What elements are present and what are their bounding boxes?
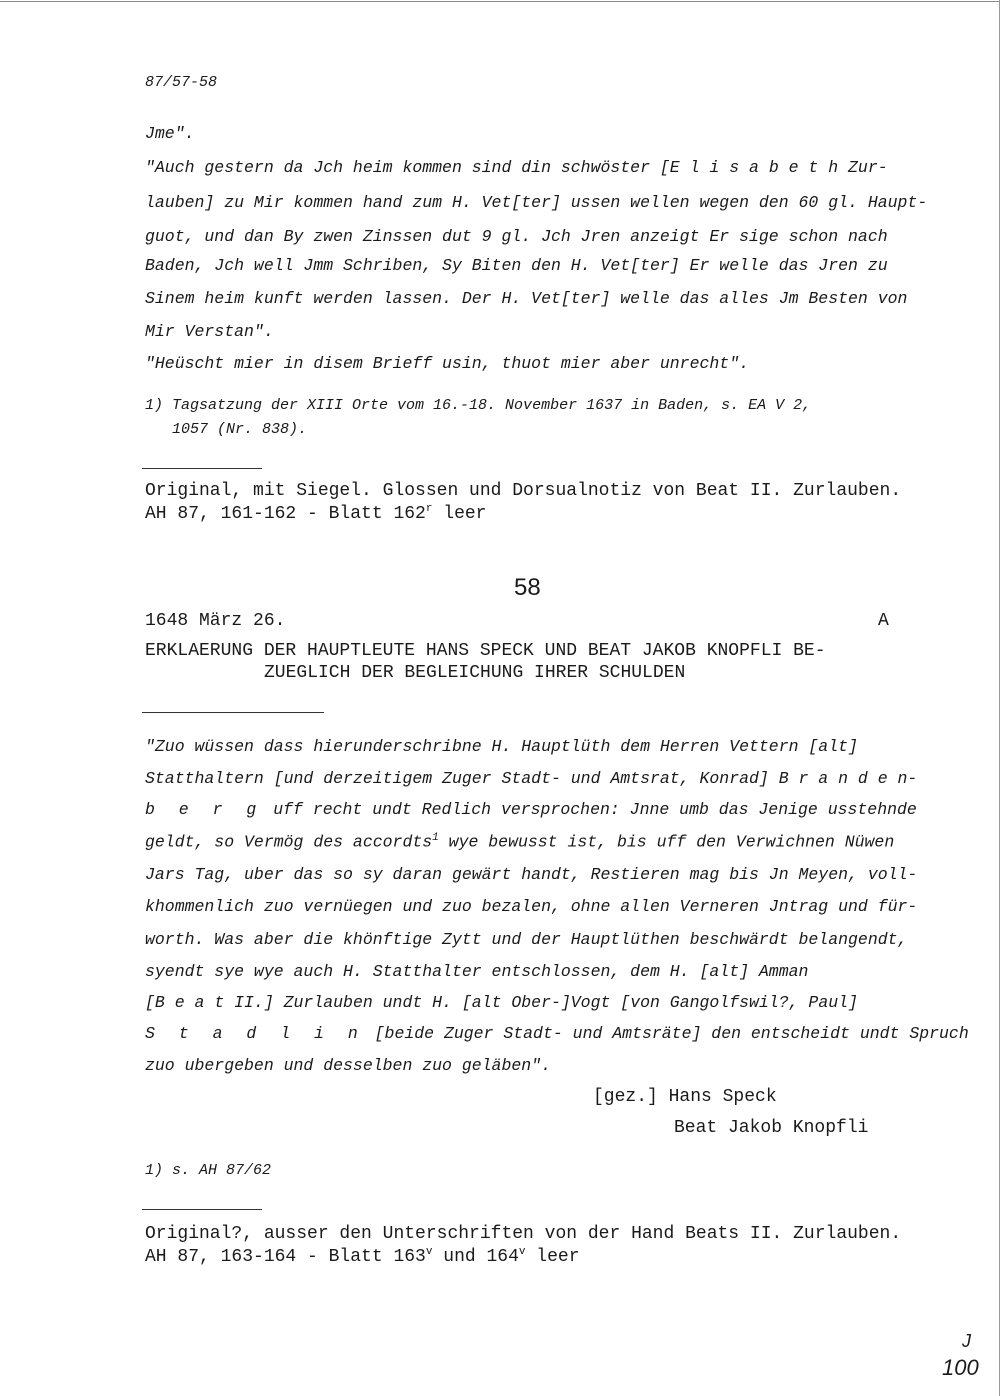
document-letter: A bbox=[878, 611, 889, 631]
prev-line-4: guot, und dan By zwen Zinssen dut 9 gl. Jch Jren anzeigt Er sige schon nach bbox=[145, 227, 888, 246]
archive-note-2: AH 87, 163-164 - Blatt 163$^v$ und 164$^v$ leer bbox=[145, 1246, 580, 1267]
separator-rule bbox=[142, 712, 324, 713]
prev-line-5: Baden, Jch well Jmm Schriben, Sy Biten den H. Vet[ter] Er welle das Jren zu bbox=[145, 256, 888, 275]
document-number: 58 bbox=[514, 574, 541, 601]
prev-line-7: Mir Verstan". bbox=[145, 322, 274, 341]
prev-line-1: Jme". bbox=[145, 124, 195, 143]
page-number: 100 bbox=[942, 1355, 979, 1380]
text-line-9: [B e a t II.] Zurlauben undt H. [alt Ober-]Vogt [von Gangolfswil?, Paul] bbox=[145, 993, 858, 1012]
prev-line-3: lauben] zu Mir kommen hand zum H. Vet[ter] ussen wellen wegen den 60 gl. Haupt- bbox=[145, 193, 928, 212]
text-line-5: Jars Tag, uber das so sy daran gewärt handt, Restieren mag bis Jn Meyen, voll- bbox=[145, 865, 918, 884]
page-edge-top bbox=[0, 1, 1000, 2]
text-line-1: "Zuo wüssen dass hierunderschribne H. Hauptlüth dem Herren Vettern [alt] bbox=[145, 737, 858, 756]
document-title-line-1: ERKLAERUNG DER HAUPTLEUTE HANS SPECK UND BEAT JAKOB KNOPFLI BE- bbox=[145, 641, 826, 661]
signature-2: Beat Jakob Knopfli bbox=[674, 1118, 869, 1138]
document-date: 1648 März 26. bbox=[145, 611, 286, 631]
text-line-2: Statthaltern [und derzeitigem Zuger Stadt- und Amtsrat, Konrad] B r a n d e n- bbox=[145, 769, 918, 788]
document-title-line-2: ZUEGLICH DER BEGLEICHUNG IHRER SCHULDEN bbox=[264, 663, 686, 683]
signature-1: [gez.] Hans Speck bbox=[593, 1087, 777, 1107]
separator-rule bbox=[142, 1209, 262, 1210]
text-line-7: worth. Was aber die khönftige Zytt und der Hauptlüthen beschwärdt belangendt, bbox=[145, 930, 908, 949]
prev-line-2: "Auch gestern da Jch heim kommen sind din schwöster [E l i s a b e t h Zur- bbox=[145, 158, 888, 177]
text-line-10: S t a d l i n [beide Zuger Stadt- und Amtsräte] den entscheidt undt Spruch bbox=[145, 1024, 969, 1043]
separator-rule bbox=[142, 468, 262, 469]
source-note-2: Original?, ausser den Unterschriften von der Hand Beats II. Zurlauben. bbox=[145, 1224, 902, 1244]
footnote-1-line-2: 1057 (Nr. 838). bbox=[172, 421, 308, 438]
prev-line-8: "Heüscht mier in disem Brieff usin, thuot mier aber unrecht". bbox=[145, 354, 749, 373]
page-number-mark: J bbox=[962, 1331, 971, 1351]
text-line-4: geldt, so Vermög des accordts$^1$ wye bewusst ist, bis uff den Verwichnen Nüwen bbox=[145, 832, 895, 852]
text-line-6: khommenlich zuo vernüegen und zuo bezalen, ohne allen Verneren Jntrag und für- bbox=[145, 897, 918, 916]
prev-line-6: Sinem heim kunft werden lassen. Der H. Vet[ter] welle das alles Jm Besten von bbox=[145, 289, 908, 308]
footnote-2: 1) s. AH 87/62 bbox=[145, 1162, 272, 1179]
footnote-1-line-1: 1) Tagsatzung der XIII Orte vom 16.-18. November 1637 in Baden, s. EA V 2, bbox=[145, 397, 812, 414]
text-line-11: zuo ubergeben und desselben zuo geläben". bbox=[145, 1056, 551, 1075]
source-note-1: Original, mit Siegel. Glossen und Dorsualnotiz von Beat II. Zurlauben. bbox=[145, 481, 902, 501]
page-reference: 87/57-58 bbox=[145, 74, 218, 91]
text-line-3: b e r g uff recht undt Redlich versprochen: Jnne umb das Jenige usstehnde bbox=[145, 800, 917, 819]
text-line-8: syendt sye wye auch H. Statthalter entschlossen, dem H. [alt] Amman bbox=[145, 962, 809, 981]
archive-note-1: AH 87, 161-162 - Blatt 162$^r$ leer bbox=[145, 503, 487, 524]
